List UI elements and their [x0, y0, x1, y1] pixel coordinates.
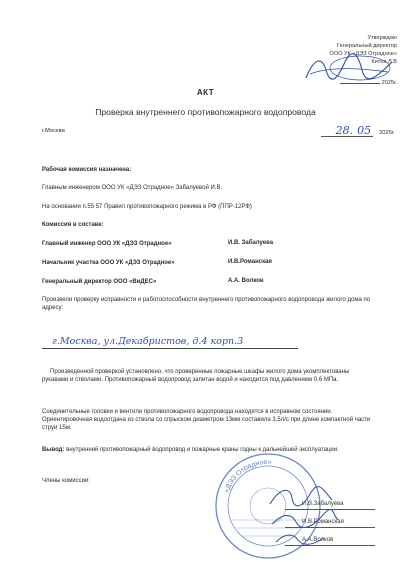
date-month: 05 — [357, 124, 372, 137]
approval-line: Генеральный директор — [337, 43, 397, 49]
members-label: Члены комиссии: — [42, 478, 91, 484]
approval-line: Утверждаю — [367, 35, 397, 41]
member-name: И.В.Романская — [228, 259, 272, 265]
stamp-text: «ДЭЗ Отрадное» — [223, 458, 272, 494]
member-name: А.А. Волков — [228, 278, 264, 284]
approval-signature — [300, 48, 400, 88]
signature-name: И.В.Романская — [302, 519, 344, 525]
signature-name: А.А.Волков — [302, 537, 334, 543]
conclusion-label: Вывод: — [42, 447, 65, 453]
date-day: 28. — [335, 124, 354, 137]
approval-line: Китня Л.В — [371, 59, 397, 65]
signature-name: И.В.Забалуева — [302, 501, 344, 507]
member-role: Генеральный директор ООО «ВиДЕС» — [42, 279, 157, 285]
city: г.Москва — [42, 128, 65, 134]
members-heading: Комиссия в составе: — [42, 222, 104, 228]
commission-signatures — [262, 484, 342, 554]
act-title: АКТ — [196, 88, 215, 97]
inspection-text: Произвели проверку исправности и работоспособности внутреннего противопожарного водопровода жилого дома по адресу: — [42, 297, 371, 311]
date-underline — [321, 136, 373, 137]
approval-year: 2025г. — [381, 80, 397, 86]
result-paragraph-1: Произведенной проверкой установлено, что проверенные пожарные шкафы жилого дома укомплектованы рукавами и стволами. Противопожарный водопровод запитан водой и находится под давлением 0.6 МПа. — [42, 369, 350, 383]
member-name: И.В. Забалуева — [228, 240, 274, 246]
commission-basis: На основании п.55 57 Правил противопожарного режима в РФ (ППР-12РФ) — [42, 204, 252, 210]
address-underline — [42, 348, 298, 349]
member-role: Начальник участка ООО УК «ДЭЗ Отрадное» — [42, 260, 175, 266]
member-role: Главный инженер ООО УК «ДЭЗ Отрадное» — [42, 241, 172, 247]
conclusion-text: внутренний противопожарный водопровод и пожарные краны годны к дальнейшей эксплуатации. — [66, 447, 339, 453]
commission-assigned: Главным инженером ООО УК «ДЭЗ Отрадное» Забалуевой И.В. — [42, 185, 223, 191]
approval-line: ООО УК «ДЭЗ Отрадное» — [329, 51, 397, 57]
date-year: 2025г. — [379, 130, 395, 136]
commission-heading: Рабочая комиссия назначена: — [42, 167, 132, 173]
result-paragraph-2: Соединительные головки и вентили противопожарного водопровода находятся в исправном состоянии. Ориентировочная водоотдача из ствола со спрыском диаметром 13мм составила 3,5л/с при длине компактной части струи 15м. — [42, 409, 371, 431]
act-subtitle: Проверка внутреннего противопожарного водопровода — [95, 107, 316, 117]
address-handwritten: г.Москва, ул.Декабристов, д.4 корп.3 — [52, 336, 244, 347]
